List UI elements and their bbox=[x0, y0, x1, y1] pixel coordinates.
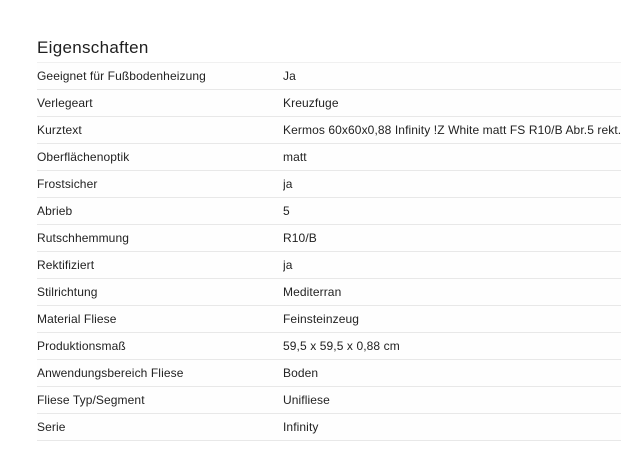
property-value: Infinity bbox=[283, 420, 319, 434]
property-value: 5 bbox=[283, 204, 290, 218]
property-label: Stilrichtung bbox=[37, 285, 98, 299]
property-label: Kurztext bbox=[37, 123, 82, 137]
property-value: Mediterran bbox=[283, 285, 342, 299]
property-label: Material Fliese bbox=[37, 312, 117, 326]
table-row bbox=[37, 279, 621, 306]
property-label: Fliese Typ/Segment bbox=[37, 393, 145, 407]
property-value: matt bbox=[283, 150, 307, 164]
property-label: Verlegeart bbox=[37, 96, 93, 110]
property-value: Feinsteinzeug bbox=[283, 312, 360, 326]
property-label: Produktionsmaß bbox=[37, 339, 126, 353]
property-label: Geeignet für Fußbodenheizung bbox=[37, 69, 206, 83]
property-value: R10/B bbox=[283, 231, 317, 245]
property-label: Anwendungsbereich Fliese bbox=[37, 366, 184, 380]
table-row bbox=[37, 387, 621, 414]
table-row bbox=[37, 306, 621, 333]
property-value: Ja bbox=[283, 69, 296, 83]
table-row bbox=[37, 171, 621, 198]
property-label: Oberflächenoptik bbox=[37, 150, 130, 164]
table-row bbox=[37, 63, 621, 90]
table-row bbox=[37, 360, 621, 387]
property-value: Kermos 60x60x0,88 Infinity !Z White matt FS R10/B Abr.5 rekt. bbox=[283, 123, 621, 137]
table-row bbox=[37, 225, 621, 252]
property-label: Rektifiziert bbox=[37, 258, 95, 272]
table-row bbox=[37, 252, 621, 279]
property-value: Unifliese bbox=[283, 393, 330, 407]
property-label: Abrieb bbox=[37, 204, 73, 218]
table-row bbox=[37, 414, 621, 441]
property-label: Rutschhemmung bbox=[37, 231, 130, 245]
property-value: 59,5 x 59,5 x 0,88 cm bbox=[283, 339, 400, 353]
property-value: ja bbox=[283, 177, 293, 191]
property-label: Frostsicher bbox=[37, 177, 98, 191]
property-label: Serie bbox=[37, 420, 66, 434]
table-row bbox=[37, 144, 621, 171]
table-row bbox=[37, 333, 621, 360]
table-row bbox=[37, 198, 621, 225]
properties-table bbox=[37, 62, 621, 441]
property-value: Boden bbox=[283, 366, 319, 380]
page-title: Eigenschaften bbox=[37, 38, 149, 58]
property-value: Kreuzfuge bbox=[283, 96, 339, 110]
table-row bbox=[37, 90, 621, 117]
property-value: ja bbox=[283, 258, 293, 272]
table-row bbox=[37, 117, 621, 144]
